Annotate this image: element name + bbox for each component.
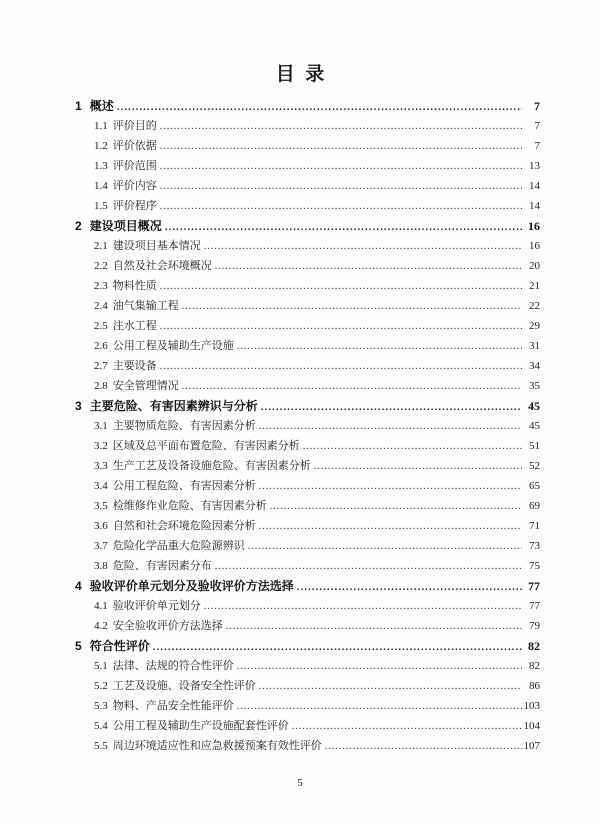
toc-entry-page: 35 [529,380,540,392]
toc-entry-page: 22 [529,300,540,312]
toc-entry[interactable] [75,476,540,496]
toc-entry[interactable] [75,536,540,556]
toc-entry-number: 3.6 [94,520,108,532]
toc-entry[interactable] [75,696,540,716]
toc-entry-number: 3.5 [94,500,108,512]
toc-leader-dots [215,256,522,277]
toc-leader-dots [248,536,522,557]
toc-entry-title: 评价程序 [112,200,157,212]
toc-leader-dots [237,656,522,677]
toc-entry[interactable] [75,436,540,456]
toc-entry[interactable] [75,736,540,756]
toc-entry-number: 2.4 [94,300,108,312]
toc-entry-title: 符合性评价 [89,639,150,653]
toc-entry-title: 危险、有害因素分布 [112,560,212,572]
toc-entry-number: 1.2 [94,140,108,152]
toc-leader-dots [259,416,522,437]
toc-entry-title: 自然及社会环境概况 [112,260,212,272]
toc-leader-dots [325,736,522,757]
toc-entry[interactable] [75,576,540,596]
toc-leader-dots [160,176,522,197]
toc-entry-title: 工艺及设施、设备安全性评价 [112,680,256,692]
toc-entry-title: 周边环境适应性和应急救援预案有效性评价 [112,740,322,752]
toc-leader-dots [215,556,522,577]
footer-page-number: 5 [297,777,303,789]
toc-entry-title: 主要物质危险、有害因素分析 [112,420,256,432]
toc-entry-number: 1.4 [94,180,108,192]
toc-entry-number: 2.5 [94,320,108,332]
toc-leader-dots [160,276,522,297]
toc-entry-number: 2.7 [94,360,108,372]
toc-entry-title: 危险化学品重大危险源辨识 [112,540,245,552]
toc-entry-number: 3 [75,399,82,413]
toc-entry-title: 建设项目基本情况 [112,240,201,252]
toc-entry-page: 65 [529,480,540,492]
toc-entry-number: 1.5 [94,200,108,212]
toc-entry-number: 2.8 [94,380,108,392]
toc-entry-number: 3.1 [94,420,108,432]
toc-entry[interactable] [75,616,540,636]
toc-entry[interactable] [75,116,540,136]
toc-entry[interactable] [75,376,540,396]
toc-entry-number: 2.2 [94,260,108,272]
toc-entry-number: 5.1 [94,660,108,672]
toc-entry-title: 评价目的 [112,120,157,132]
toc-entry-number: 2.1 [94,240,108,252]
toc-entry[interactable] [75,136,540,156]
toc-entry-title: 物料、产品安全性能评价 [112,700,234,712]
toc-entry[interactable] [75,456,540,476]
toc-entry-page: 14 [529,180,540,192]
toc-entry-page: 7 [534,120,540,132]
toc-leader-dots [160,136,522,157]
toc-entry-title: 建设项目概况 [89,219,162,233]
toc-entry-page: 34 [529,360,540,372]
toc-entry-number: 2.6 [94,340,108,352]
toc-entry[interactable] [75,656,540,676]
toc-entry-title: 生产工艺及设备设施危险、有害因素分析 [112,460,311,472]
toc-entry-number: 5.5 [94,740,108,752]
toc-entry-page: 103 [523,700,540,712]
toc-leader-dots [165,216,522,238]
toc-entry-title: 区域及总平面布置危险、有害因素分析 [112,440,300,452]
toc-entry-number: 4 [75,579,82,593]
toc-entry-page: 51 [529,440,540,452]
toc-entry-page: 79 [529,620,540,632]
toc-leader-dots [153,636,522,658]
toc-entry[interactable] [75,596,540,616]
toc-entry-number: 2 [75,219,82,233]
toc-entry-title: 安全管理情况 [112,380,179,392]
toc-leader-dots [259,676,522,697]
toc-entry-number: 2.3 [94,280,108,292]
toc-leader-dots [160,116,522,137]
toc-leader-dots [314,456,522,477]
toc-entry-page: 14 [529,200,540,212]
toc-entry-page: 75 [529,560,540,572]
toc-entry-title: 安全验收评价方法选择 [112,620,223,632]
toc-entry-page: 29 [529,320,540,332]
toc-entry-page: 77 [528,579,540,593]
toc-entry-page: 45 [528,399,540,413]
toc-entry-title: 评价依据 [112,140,157,152]
toc-entry[interactable] [75,416,540,436]
toc-entry[interactable] [75,176,540,196]
toc-entry-number: 3.3 [94,460,108,472]
toc-entry-title: 注水工程 [112,320,157,332]
toc-entry[interactable] [75,636,540,656]
toc-entry[interactable] [75,716,540,736]
toc-entry-page: 71 [529,520,540,532]
toc-entry-title: 公用工程及辅助生产设施配套性评价 [112,720,289,732]
toc-entry[interactable] [75,556,540,576]
toc-entry[interactable] [75,96,540,116]
toc-entry-title: 公用工程危险、有害因素分析 [112,480,256,492]
toc-entry-page: 21 [529,280,540,292]
toc-leader-dots [226,616,522,637]
toc-leader-dots [117,96,522,118]
toc-entry[interactable] [75,236,540,256]
toc-entry-number: 5.3 [94,700,108,712]
toc-entry-page: 20 [529,260,540,272]
toc-entry-title: 评价范围 [112,160,157,172]
toc-entry-page: 77 [529,600,540,612]
toc-entry[interactable] [75,296,540,316]
toc-entry-page: 69 [529,500,540,512]
toc-entry[interactable] [75,676,540,696]
toc-entry-title: 主要危险、有害因素辨识与分析 [89,399,258,413]
toc-entry-page: 82 [529,660,540,672]
toc-leader-dots [237,336,522,357]
toc-entry-title: 物料性质 [112,280,157,292]
toc-entry-page: 7 [534,99,540,113]
toc-entry-number: 3.7 [94,540,108,552]
toc-leader-dots [204,236,522,257]
toc-entry-title: 验收评价单元划分及验收评价方法选择 [89,579,294,593]
toc-entry-title: 公用工程及辅助生产设施 [112,340,234,352]
toc-entry-number: 3.4 [94,480,108,492]
toc-entry-page: 31 [529,340,540,352]
toc-entry-title: 评价内容 [112,180,157,192]
toc-entry[interactable] [75,336,540,356]
toc-entry[interactable] [75,156,540,176]
toc-entry-page: 86 [529,680,540,692]
toc-entry[interactable] [75,196,540,216]
toc-entry-number: 1.1 [94,120,108,132]
page-title: 目 录 [275,64,325,85]
toc-leader-dots [237,696,522,717]
toc-leader-dots [160,356,522,377]
toc-entry-title: 检维修作业危险、有害因素分析 [112,500,267,512]
toc-entry[interactable] [75,516,540,536]
toc-leader-dots [160,196,522,217]
toc-entry-page: 13 [529,160,540,172]
toc-entry-number: 4.2 [94,620,108,632]
toc-entry-page: 107 [523,740,540,752]
toc-entry-number: 3.8 [94,560,108,572]
toc-leader-dots [259,516,522,537]
toc-leader-dots [261,396,522,418]
toc-entry-number: 1.3 [94,160,108,172]
toc-entry-number: 5 [75,639,82,653]
toc-leader-dots [270,496,522,517]
toc-leader-dots [182,376,522,397]
toc-entry[interactable] [75,396,540,416]
toc-entry-page: 45 [529,420,540,432]
toc-list [75,96,540,756]
toc-entry-page: 52 [529,460,540,472]
toc-leader-dots [303,436,522,457]
toc-entry[interactable] [75,316,540,336]
toc-entry-title: 验收评价单元划分 [112,600,201,612]
toc-entry-number: 4.1 [94,600,108,612]
toc-entry-number: 3.2 [94,440,108,452]
toc-leader-dots [297,576,522,598]
toc-entry[interactable] [75,496,540,516]
toc-entry-page: 16 [529,240,540,252]
toc-entry-page: 73 [529,540,540,552]
toc-entry-title: 概述 [89,99,114,113]
toc-entry[interactable] [75,216,540,236]
toc-leader-dots [259,476,522,497]
toc-leader-dots [160,316,522,337]
toc-entry-page: 7 [534,140,540,152]
toc-entry[interactable] [75,256,540,276]
toc-leader-dots [292,716,522,737]
toc-entry-title: 油气集输工程 [112,300,179,312]
toc-entry-page: 104 [523,720,540,732]
toc-leader-dots [182,296,522,317]
toc-entry-number: 5.4 [94,720,108,732]
toc-entry-page: 16 [528,219,540,233]
toc-entry-title: 法律、法规的符合性评价 [112,660,234,672]
toc-entry-title: 自然和社会环境危险因素分析 [112,520,256,532]
toc-entry-number: 5.2 [94,680,108,692]
toc-leader-dots [160,156,522,177]
toc-entry-page: 82 [528,639,540,653]
toc-entry[interactable] [75,276,540,296]
toc-entry[interactable] [75,356,540,376]
toc-leader-dots [204,596,522,617]
toc-entry-number: 1 [75,99,82,113]
toc-entry-title: 主要设备 [112,360,157,372]
